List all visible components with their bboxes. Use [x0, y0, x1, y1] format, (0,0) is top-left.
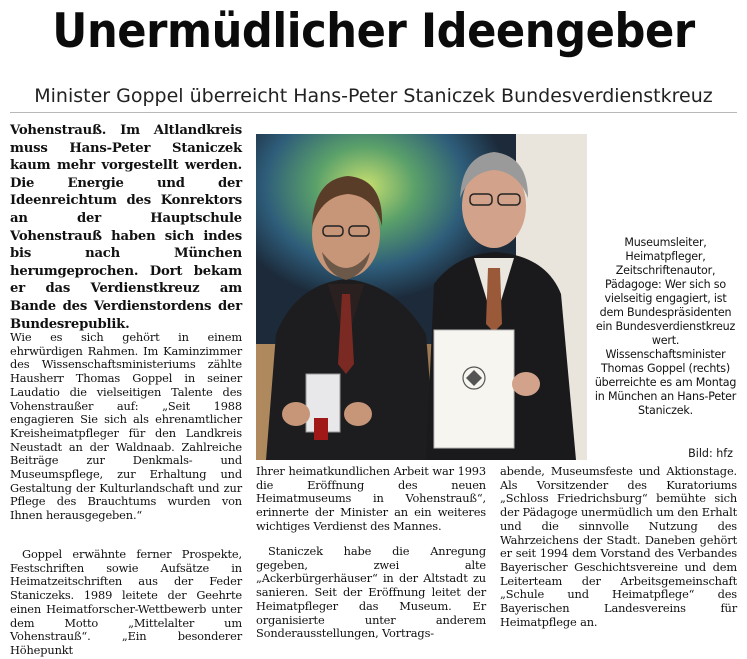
headline: Unermüdlicher Ideengeber — [52, 4, 695, 59]
lead-paragraph: Vohenstrauß. Im Altlandkreis muss Hans-Peter Staniczek kaum mehr vorgestellt werden. Die Energie und der Ideenreichtum des Konrektors an der Hauptschule Vohenstrauß haben sich indes bis nach München herumgeprochen. Dort bekam er das Verdienstkreuz am Bande des Verdienstordens der Bundesrepublik. — [10, 123, 242, 332]
subheadline: Minister Goppel überreicht Hans-Peter Staniczek Bundesverdienstkreuz — [34, 85, 713, 107]
body-paragraph-1: Wie es sich gehört in einem ehrwürdigen Rahmen. Im Kaminzimmer des Wissenschaftsministeriums zählte Hausherr Thomas Goppel in seiner Laudatio die vielseitigen Talente des Vohenstraußer auf: „Seit 1988 engagieren Sie sich als ehrenamtlicher Kreisheimatpfleger für den Landkreis Neustadt an der Waldnaab. Zahlreiche Beiträge zur Denkmals- und Museumspflege, zur Erhaltung und Gestaltung der Kulturlandschaft und zur Pflege des Brauchtums wurden von Ihnen herausgegeben.“ — [10, 330, 242, 523]
body-paragraph-2: Goppel erwähnte ferner Prospekte, Festschriften sowie Aufsätze in Heimatzeitschriften aus der Feder Staniczeks. 1989 leitete der Geehrte einen Heimatforscher-Wettbewerb unter dem Motto „Mittelalter um Vohenstrauß“. „Ein besonderer Höhepunkt — [10, 547, 242, 657]
body-paragraph-4: Staniczek habe die Anregung gegeben, zwei alte „Ackerbürgerhäuser“ in der Altstadt zu sanieren. Seit der Eröffnung leitet der Heimatpfleger das Museum. Er organisierte unter anderem Sonderausstellungen, Vortrags- — [256, 544, 486, 641]
header-divider — [10, 112, 737, 113]
body-paragraph-3: Ihrer heimatkundlichen Arbeit war 1993 die Eröffnung des neuen Heimatmuseums in Vohenstrauß“, erinnerte der Minister an ein weiteres wichtiges Verdienst des Mannes. — [256, 464, 486, 533]
photo-credit: Bild: hfz — [688, 447, 733, 460]
photo-caption: Museumsleiter, Heimatpfleger, Zeitschriftenautor, Pädagoge: Wer sich so vielseitig engagiert, ist dem Bundespräsidenten ein Bundesverdienstkreuz wert. Wissenschaftsminister Thomas Goppel (rechts) überreichte es am Montag in München an Hans-Peter Staniczek. — [594, 236, 737, 417]
award-ceremony-photo — [256, 134, 587, 460]
body-paragraph-5: abende, Museumsfeste und Aktionstage. Als Vorsitzender des Kuratoriums „Schloss Friedrichsburg“ bemühte sich der Pädagoge unermüdlich um den Erhalt und die sinnvolle Nutzung des Wahrzeichens der Stadt. Daneben gehört er seit 1994 dem Vorstand des Verbandes Bayerischer Geschichtsvereine und dem Leiterteam der Arbeitsgemeinschaft „Schule und Heimatpflege“ des Bayerischen Landesvereins für Heimatpflege an. — [500, 464, 737, 629]
